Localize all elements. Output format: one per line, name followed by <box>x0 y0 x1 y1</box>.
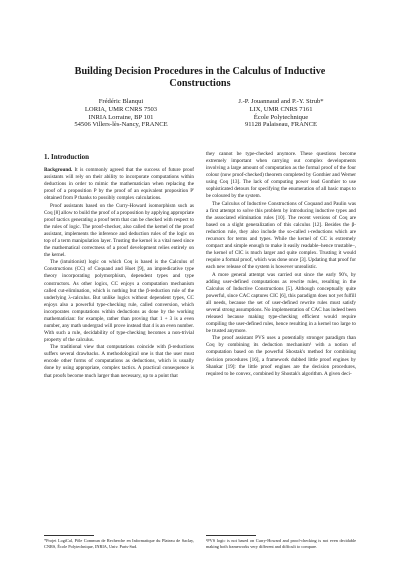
right-column <box>206 151 356 549</box>
paragraph: Proof assistants based on the Curry-Howard isomorphism such as Coq [8] allow to build the proof of a proposition by applying appropriate proof tactics generating a proof term that can be checked with respect to the rules of logic. The proof-checker, also called the kernel of the proof assistant, implements the inference and deduction rules of the logic on top of a term manipulation layer. Trusting the kernel is a vital need since the mathematical correctness of a proof development relies entirely on the kernel. <box>44 202 194 258</box>
footnote-rule <box>206 535 256 536</box>
affiliation-line: INRIA Lorraine, BP 101 <box>88 113 154 121</box>
left-column <box>44 151 194 549</box>
author-names: Frédéric Blanqui <box>98 98 144 105</box>
paper-title: Building Decision Procedures in the Calculus of Inductive Constructions <box>74 66 326 89</box>
footnote: *Projet LogiCal, Pôle Commun de Recherche en Informatique du Plateau de Saclay, CNRS, École Polytechnique, INRIA, Univ. Paris-Sud. <box>44 538 194 549</box>
affiliation-line: LIX, UMR CNRS 7161 <box>249 105 313 113</box>
paragraph: A more general attempt was carried out since the early 90's, by adding user-defined computations as rewrite rules, resulting in the Calculus of Inductive Constructions [5]. Although conceptually quite powerful, since CAC captures CIC [6], this paradigm does not yet fulfill all needs, because the set of user-defined rewrite rules must satisfy several strong assumptions. No implementation of CAC has indeed been released because making type-checking efficient would require compiling the user-defined rules, hence resulting in a kernel too large to be trusted anymore. <box>206 271 356 334</box>
paragraph: The traditional view that computations coincide with β-reductions suffers several drawbacks. A methodological one is that the user must encode other forms of computations as deductions, which is usually done by using appropriate, complex tactics. A practical consequence is that proofs become much larger than necessary, up to a point that <box>44 344 194 379</box>
author-names: J.-P. Jouannaud and P.-Y. Strub* <box>238 98 324 105</box>
footnote-area <box>206 535 356 549</box>
footnote: ¹PVS logic is not based on Curry-Howard and proof-checking is not even decidable making both frameworks very different and difficult to compare. <box>206 538 356 549</box>
footnote-area <box>44 535 194 549</box>
footnote-rule <box>44 535 94 536</box>
paragraph-run-in-heading: Background. <box>44 167 73 173</box>
section-heading: 1. Introduction <box>44 153 89 161</box>
affiliation-line: École Polytechnique <box>253 113 309 121</box>
author-group-2 <box>206 98 356 129</box>
affiliation-line: 91128 Palaiseau, FRANCE <box>244 121 318 129</box>
paragraph-text: It is commonly agreed that the success of future proof assistants will rely on their ability to incorporate computations within deductions in order to mimic the mathematician when replacing the proof of a proposition P by the proof of an equivalent proposition P' obtained from P thanks to possibly complex calculations. <box>44 167 194 202</box>
paragraph: The Calculus of Inductive Constructions of Coquand and Paulin was a first attempt to solve this problem by introducing inductive types and the associated elimination rules [10]. The recent versions of Coq are based on a slight generalization of this calculus [12]. Besides the β-reduction rule, they also include the so-called ι-reductions which are recursors for terms and types. While the kernel of CC is extremely compact and simple enough to make it easily readable–hence trustable–, the kernel of CIC is much larger and quite complex. Trusting it would require a formal proof, which was done once [3]. Updating that proof for each new release of the system is however unrealistic. <box>206 200 356 271</box>
paragraph: The (intuitionist) logic on which Coq is based is the Calculus of Constructions (CC) of Coquand and Huet [9], an impredicative type theory incorporating polymorphism, dependent types and type constructors. As other logics, CC enjoys a computation mechanism called cut-elimination, which is nothing but the β-reduction rule of the underlying λ-calculus. But unlike logics without dependent types, CC enjoys also a powerful type-checking rule, called conversion, which incorporates computations within deductions as done by the working mathematician: for example, rather than proving that 1 + 3 is a even number, any math undergrad will prove instead that 4 is an even number. With such a rule, decidability of type-checking becomes a non-trivial property of the calculus. <box>44 259 194 343</box>
paragraph: they cannot be type-checked anymore. These questions become extremely important when carrying out complex developments involving a large amount of computation as the formal proof of the four colour (now proof-checked) theorem completed by Gonthier and Werner using Coq [13]. The lack of computing power lead Gonthier to use sophisticated detours for specifying the enumeration of all basic maps to be coloured by the system. <box>206 151 356 200</box>
paragraph <box>44 167 194 202</box>
author-group-1 <box>46 98 196 129</box>
affiliation-line: 54506 Villers-lès-Nancy, FRANCE <box>74 121 168 129</box>
author-block <box>44 98 356 138</box>
affiliation-line: LORIA, UMR CNRS 7503 <box>84 105 158 113</box>
body-columns <box>44 151 356 551</box>
paragraph: The proof assistant PVS uses a potentially stronger paradigm than Coq by combining its deduction mechanism¹ with a notion of computation based on the powerful Shostak's method for combining decision procedures [16], a framework dubbed little proof engines by Shankar [19]: the little proof engines are the decision procedures, required to be convex, combined by Shostak's algorithm. A given deci- <box>206 335 356 377</box>
